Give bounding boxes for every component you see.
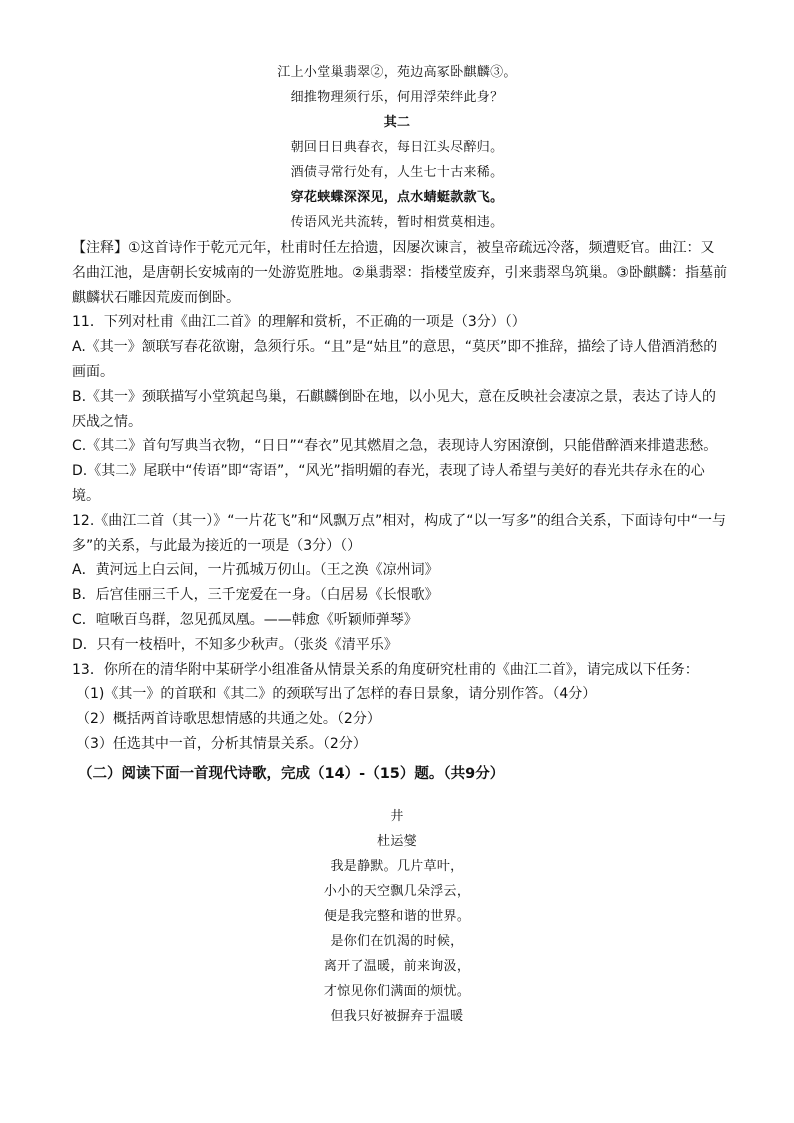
- question-12-option-c: C．喧啾百鸟群，忽见孤凤凰。——韩愈《听颖师弹琴》: [72, 611, 418, 628]
- poem-line: 是你们在饥渴的时候，: [330, 934, 464, 949]
- question-11-option-c: C.《其二》首句写典当衣物，“日日”“春衣”见其燃眉之急，表现诗人穷困潦倒，只能借醉酒来排遣悲愁。: [72, 438, 718, 455]
- poem-line: 酒债寻常行处有，人生七十古来稀。: [290, 165, 504, 180]
- question-11-option-b: B.《其一》颈联描写小堂筑起鸟巢，石麒麟倒卧在地，以小见大，意在反映社会凄凉之景，表达了诗人的厌战之情。: [72, 388, 717, 430]
- question-13-task-1: （1)《其一》的首联和《其二》的颈联写出了怎样的春日景象，请分别作答。（4分）: [76, 686, 597, 703]
- poem-line: 便是我完整和谐的世界。: [323, 909, 471, 924]
- question-section: [72, 236, 728, 757]
- poem-subtitle: 其二: [383, 115, 411, 130]
- poem-line: 才惊见你们满面的烦忧。: [323, 984, 471, 999]
- question-12-option-a: A．黄河远上白云间，一片孤城万仞山。（王之涣《凉州词》: [72, 562, 439, 579]
- annotation-notes: 【注释】①这首诗作于乾元元年，杜甫时任左拾遗，因屡次谏言，被皇帝疏远冷落，频遭贬官。曲江：又名曲江池，是唐朝长安城南的一处游览胜地。②巢翡翠：指楼堂废弃，引来翡翠鸟筑巢。③卧麒麟：指墓前麒麟状石雕因荒废而倒卧。: [72, 240, 728, 306]
- poem-line: 但我只好被摒弃于温暖: [330, 1009, 464, 1024]
- poem-author: 杜运燮: [377, 834, 417, 849]
- question-12-stem: 12.《曲江二首（其一）》“一片花飞”和“风飘万点”相对，构成了“以一写多”的组合关系，下面诗句中“一与多”的关系，与此最为接近的一项是（3分）（）: [72, 512, 727, 554]
- poem-line-emphasis: 穿花蛱蝶深深见，点水蜻蜓款款飞。: [290, 190, 504, 205]
- poem-line: 离开了温暖，前来询汲，: [323, 959, 471, 974]
- question-11-stem: 11．下列对杜甫《曲江二首》的理解和赏析，不正确的一项是（3分）（）: [72, 314, 526, 331]
- poem-line: 细推物理须行乐，何用浮荣绊此身？: [290, 90, 504, 105]
- poem-well: [0, 804, 794, 1029]
- question-11-option-a: A.《其一》颔联写春花欲谢，急须行乐。“且”是“姑且”的意思，“莫厌”即不推辞，描绘了诗人借酒消愁的画面。: [72, 339, 718, 380]
- poem-line: 小小的天空飘几朵浮云，: [323, 884, 471, 899]
- poem-qujiang: [0, 60, 794, 235]
- poem-line: 江上小堂巢翡翠②，苑边高冢卧麒麟③。: [277, 65, 517, 80]
- question-13-task-3: （3）任选其中一首，分析其情景关系。（2分）: [76, 735, 367, 752]
- question-12-option-d: D．只有一枝梧叶，不知多少秋声。（张炎《清平乐》: [72, 636, 398, 653]
- poem-line: 朝回日日典春衣，每日江头尽醉归。: [290, 140, 504, 155]
- poem-title: 井: [390, 809, 404, 824]
- section-heading: （二）阅读下面一首现代诗歌，完成（14）-（15）题。（共9分）: [78, 766, 505, 782]
- poem-line: 传语风光共流转，暂时相赏莫相违。: [290, 215, 504, 230]
- question-12-option-b: B．后宫佳丽三千人，三千宠爱在一身。（白居易《长恨歌》: [72, 587, 439, 604]
- question-11-option-d: D.《其二》尾联中“传语”即“寄语”，“风光”指明媚的春光，表现了诗人希望与美好的春光共存永在的心境。: [72, 463, 705, 504]
- poem-line: 我是静默。几片草叶，: [330, 859, 464, 874]
- question-13-stem: 13．你所在的清华附中某研学小组准备从情景关系的角度研究杜甫的《曲江二首》，请完成以下任务：: [72, 661, 699, 678]
- question-13-task-2: （2）概括两首诗歌思想情感的共通之处。（2分）: [76, 711, 381, 728]
